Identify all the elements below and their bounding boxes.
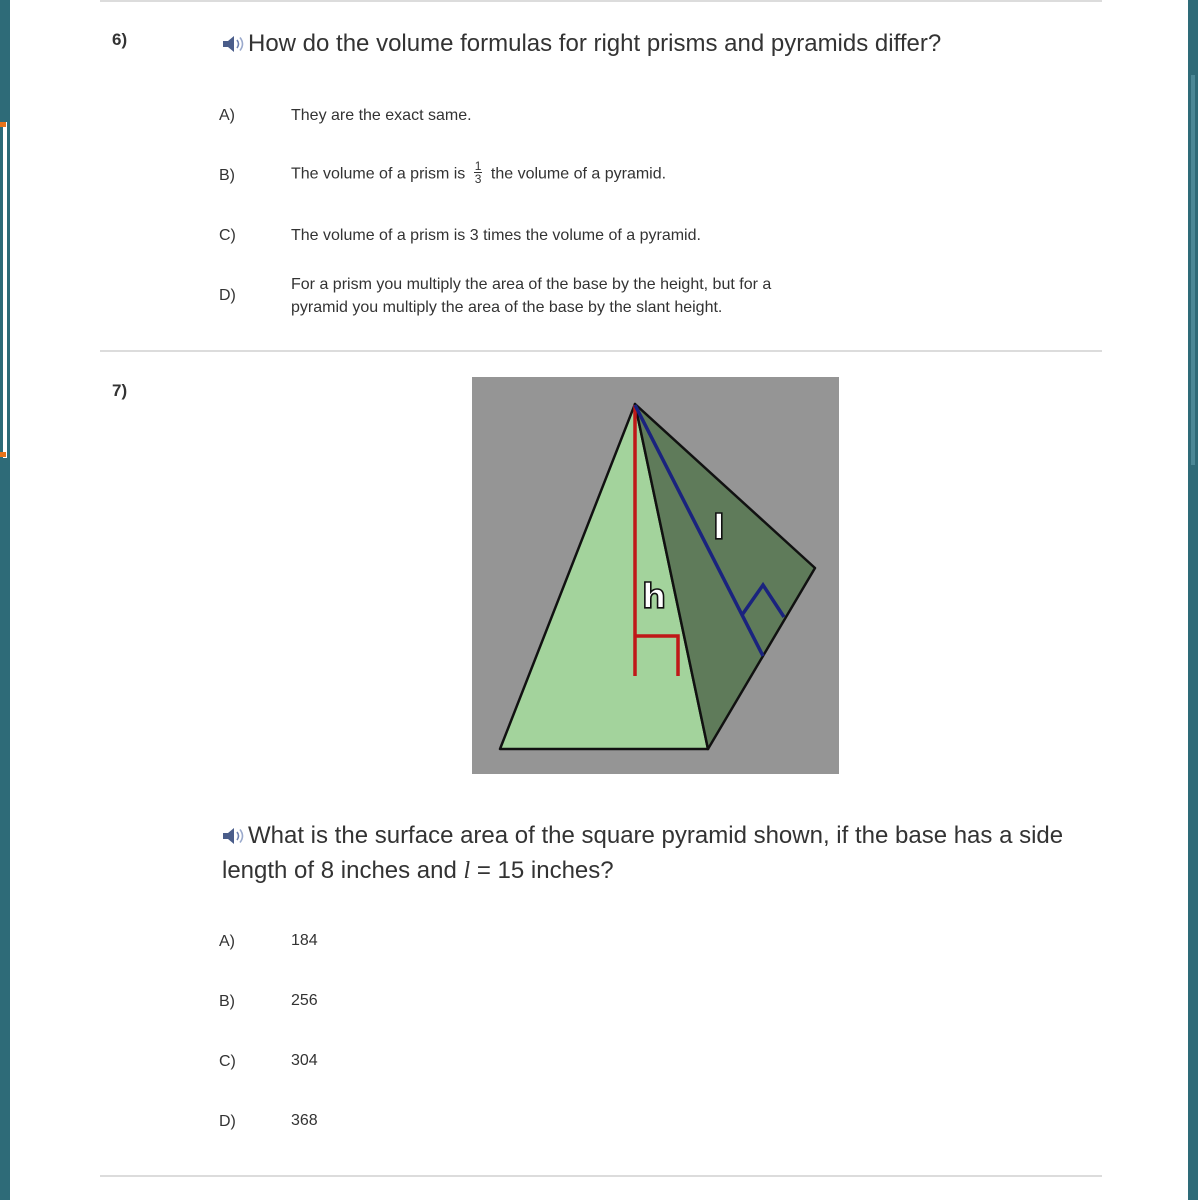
speaker-icon[interactable] [222,29,246,62]
question-6-text: How do the volume formulas for right prisms and pyramids differ? [248,30,942,57]
q6-option-a-text[interactable]: They are the exact same. [291,107,472,124]
slant-variable: l [463,858,471,884]
slant-height-label: l [713,508,725,548]
left-panel-marker-bottom [0,452,6,457]
q7-option-b-text[interactable]: 256 [291,992,318,1009]
q6-option-c-letter[interactable]: C) [219,227,236,244]
right-scrollbar-thumb[interactable] [1191,75,1195,465]
question-7-text-line-1: What is the surface area of the square pyramid shown, if the base has a side [248,822,1064,849]
left-panel-edge [0,0,10,1200]
q6-option-d-letter[interactable]: D) [219,287,236,304]
square-pyramid-figure [472,377,839,774]
question-7-number: 7) [112,381,128,400]
q6-option-d-line-1: For a prism you multiply the area of the base by the height, but for a [291,276,772,293]
q6-option-b-text[interactable] [291,159,667,187]
speaker-icon[interactable] [222,821,246,854]
question-6-number: 6) [112,30,128,49]
divider-middle [100,350,1102,352]
divider-bottom [100,1175,1102,1177]
q7-option-c-text[interactable]: 304 [291,1052,318,1069]
q6-option-b-letter[interactable]: B) [219,167,235,184]
one-third-fraction [474,160,483,185]
q7-option-a-letter[interactable]: A) [219,933,235,950]
q6-option-c-text[interactable]: The volume of a prism is 3 times the volume of a pyramid. [291,227,701,244]
question-7-text-line-2: length of 8 inches and [222,857,464,884]
q6-option-b-text-after: the volume of a pyramid. [490,165,667,183]
left-panel-marker-top [0,122,6,127]
q6-option-d-line-2: pyramid you multiply the area of the base by the slant height. [291,299,723,316]
q6-option-a-letter[interactable]: A) [219,107,235,124]
divider-top [100,0,1102,2]
question-7-prompt [222,819,1092,888]
q7-option-c-letter[interactable]: C) [219,1053,236,1070]
fraction-numerator: 1 [474,159,482,173]
q7-option-a-text[interactable]: 184 [291,932,318,949]
question-7-text-line-2-end: = 15 inches? [470,857,614,884]
question-6-prompt [222,27,941,62]
q7-option-d-text[interactable]: 368 [291,1112,318,1129]
left-panel-tab[interactable] [3,122,7,458]
q6-option-d-text[interactable] [291,273,771,319]
height-label: h [642,577,667,617]
fraction-denominator: 3 [474,172,482,186]
right-scrollbar[interactable] [1188,0,1198,1200]
q7-option-d-letter[interactable]: D) [219,1113,236,1130]
q6-option-b-text-before: The volume of a prism is [291,165,466,183]
q7-option-b-letter[interactable]: B) [219,993,235,1010]
